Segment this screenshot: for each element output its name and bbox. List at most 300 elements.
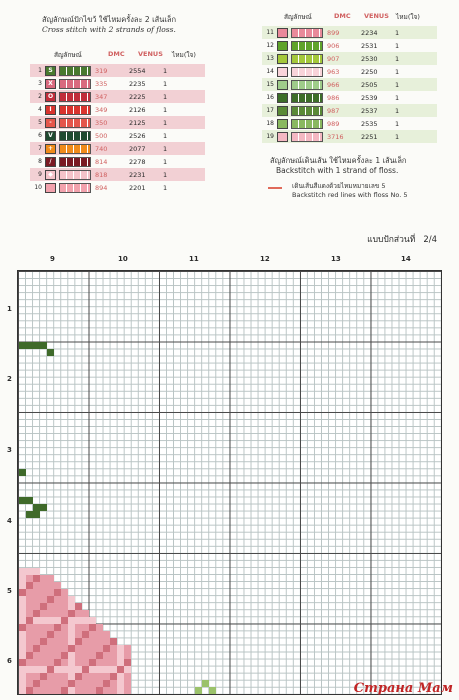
- backstitch-en: Backstitch with 1 strand of floss.: [276, 166, 399, 175]
- dmc-code: 814: [95, 157, 108, 166]
- floss-number: 5: [38, 119, 42, 126]
- venus-code: 2251: [361, 132, 378, 141]
- left-legend-title-thai: สัญลักษณ์ปักไขว้ ใช้ไหมครั้งละ 2 เส้นเล็ก: [42, 15, 177, 24]
- stitch-cell: [89, 624, 96, 631]
- stitch-cell: [40, 631, 47, 638]
- floss-symbol: X: [45, 79, 56, 89]
- right-legend-row: [262, 78, 442, 91]
- stitch-cell: [75, 666, 82, 673]
- floss-color-swatch: [291, 93, 323, 103]
- stitch-cell: [47, 638, 54, 645]
- left-header-venus: VENUS: [138, 50, 163, 58]
- stitch-cell: [117, 687, 124, 694]
- strand-count: 1: [163, 79, 168, 88]
- venus-code: 2201: [129, 183, 146, 192]
- stitch-cell: [54, 638, 61, 645]
- stitch-cell: [89, 680, 96, 687]
- stitch-cell: [54, 687, 61, 694]
- stitch-cell: [33, 575, 40, 582]
- floss-color-swatch: [59, 183, 91, 193]
- stitch-cell: [89, 666, 96, 673]
- floss-color-swatch: [59, 157, 91, 167]
- floss-number: 6: [38, 132, 42, 139]
- stitch-cell: [19, 680, 26, 687]
- right-legend-row: [262, 26, 442, 39]
- stitch-cell: [47, 596, 54, 603]
- stitch-cell: [40, 687, 47, 694]
- stitch-cell: [40, 596, 47, 603]
- left-legend-row: [30, 103, 210, 116]
- stitch-cell: [19, 673, 26, 680]
- right-legend-row: [262, 65, 442, 78]
- stitch-cell: [26, 603, 33, 610]
- left-legend-row: [30, 129, 210, 142]
- floss-symbol: +: [45, 144, 56, 154]
- stitch-cell: [110, 687, 117, 694]
- stitch-cell: [117, 659, 124, 666]
- floss-symbol: [277, 132, 288, 142]
- stitch-cell: [68, 652, 75, 659]
- stitch-cell: [68, 638, 75, 645]
- stitch-cell: [110, 638, 117, 645]
- stitch-cell: [89, 652, 96, 659]
- stitch-cell: [19, 497, 26, 504]
- stitch-cell: [117, 666, 124, 673]
- stitch-cell: [82, 638, 89, 645]
- stitch-cell: [68, 659, 75, 666]
- stitch-cell: [33, 610, 40, 617]
- right-legend-row: [262, 104, 442, 117]
- stitch-cell: [96, 659, 103, 666]
- left-legend-row: [30, 142, 210, 155]
- strand-count: 1: [395, 54, 400, 63]
- stitch-cell: [110, 659, 117, 666]
- dmc-code: 347: [95, 92, 108, 101]
- floss-color-swatch: [59, 170, 91, 180]
- floss-number: 18: [266, 120, 274, 127]
- stitch-cell: [26, 596, 33, 603]
- left-legend-title-en: Cross stitch with 2 strands of floss.: [42, 25, 176, 34]
- stitch-cell: [33, 568, 40, 575]
- strand-count: 1: [395, 67, 400, 76]
- floss-symbol: /: [45, 157, 56, 167]
- strand-count: 1: [163, 157, 168, 166]
- stitch-cell: [103, 645, 110, 652]
- section-title-label: แบบปักส่วนที่: [367, 235, 416, 245]
- stitch-cell: [103, 659, 110, 666]
- left-legend-row: [30, 90, 210, 103]
- col-label-9: 9: [50, 255, 55, 263]
- stitch-cell: [61, 603, 68, 610]
- row-label-6: 6: [7, 657, 12, 665]
- stitch-cell: [54, 582, 61, 589]
- stitch-cell: [209, 687, 216, 694]
- stitch-cell: [61, 610, 68, 617]
- stitch-cell: [82, 666, 89, 673]
- floss-number: 14: [266, 68, 274, 75]
- stitch-cell: [26, 511, 33, 518]
- row-label-1: 1: [7, 305, 12, 313]
- stitch-cell: [124, 645, 131, 652]
- stitch-cell: [202, 680, 209, 687]
- left-legend-row: [30, 181, 210, 194]
- dmc-code: 500: [95, 131, 108, 140]
- stitch-cell: [33, 582, 40, 589]
- stitch-cell: [33, 680, 40, 687]
- stitch-cell: [110, 680, 117, 687]
- stitch-cell: [40, 342, 47, 349]
- stitch-cell: [82, 631, 89, 638]
- stitch-cell: [19, 589, 26, 596]
- stitch-cell: [26, 497, 33, 504]
- stitch-cell: [89, 631, 96, 638]
- stitch-cell: [61, 652, 68, 659]
- floss-symbol: ◆: [45, 170, 56, 180]
- stitch-cell: [26, 687, 33, 694]
- floss-color-swatch: [291, 67, 323, 77]
- stitch-cell: [96, 645, 103, 652]
- stitch-cell: [19, 603, 26, 610]
- floss-symbol: [277, 54, 288, 64]
- stitch-cell: [61, 687, 68, 694]
- red-lines-en: Backstitch red lines with floss No. 5: [292, 191, 408, 199]
- strand-count: 1: [395, 41, 400, 50]
- left-header-symbol: สัญลักษณ์: [54, 51, 82, 59]
- stitch-cell: [68, 673, 75, 680]
- strand-count: 1: [163, 105, 168, 114]
- stitch-cell: [40, 666, 47, 673]
- floss-number: 15: [266, 81, 274, 88]
- venus-code: 2526: [129, 131, 146, 140]
- floss-color-swatch: [59, 92, 91, 102]
- floss-color-swatch: [59, 118, 91, 128]
- stitch-cell: [26, 582, 33, 589]
- venus-code: 2234: [361, 28, 378, 37]
- stitch-cell: [54, 652, 61, 659]
- cross-stitch-chart-grid: [17, 270, 442, 695]
- red-lines-thai: เดินเส้นสีแดงด้วยไหมหมายเลข 5: [292, 182, 386, 190]
- dmc-code: 335: [95, 79, 108, 88]
- stitch-cell: [40, 624, 47, 631]
- stitch-cell: [33, 596, 40, 603]
- dmc-code: 899: [327, 28, 340, 37]
- stitch-cell: [68, 596, 75, 603]
- stitch-cell: [61, 680, 68, 687]
- stitch-cell: [40, 645, 47, 652]
- stitch-cell: [54, 589, 61, 596]
- stitch-cell: [103, 680, 110, 687]
- stitch-cell: [19, 659, 26, 666]
- stitch-cell: [54, 617, 61, 624]
- stitch-cell: [124, 673, 131, 680]
- stitch-cell: [33, 666, 40, 673]
- floss-color-swatch: [291, 41, 323, 51]
- stitch-cell: [96, 687, 103, 694]
- stitch-cell: [33, 673, 40, 680]
- floss-symbol: [277, 41, 288, 51]
- stitch-cell: [47, 631, 54, 638]
- floss-symbol: -: [45, 118, 56, 128]
- strand-count: 1: [395, 28, 400, 37]
- left-legend: [30, 50, 210, 190]
- row-label-2: 2: [7, 375, 12, 383]
- right-header-strands: ไหม(ใจ): [396, 13, 420, 21]
- stitch-cell: [124, 659, 131, 666]
- dmc-code: 319: [95, 66, 108, 75]
- stitch-cell: [82, 610, 89, 617]
- stitch-cell: [40, 575, 47, 582]
- section-page: 2/4: [423, 235, 437, 245]
- stitch-cell: [33, 504, 40, 511]
- venus-code: 2077: [129, 144, 146, 153]
- stitch-cell: [110, 666, 117, 673]
- floss-number: 19: [266, 133, 274, 140]
- stitch-cell: [124, 680, 131, 687]
- right-header-venus: VENUS: [364, 12, 389, 20]
- left-legend-row: [30, 155, 210, 168]
- right-header-dmc: DMC: [334, 12, 351, 20]
- floss-color-swatch: [59, 105, 91, 115]
- stitch-cell: [47, 610, 54, 617]
- stitch-cell: [75, 638, 82, 645]
- stitch-cell: [19, 582, 26, 589]
- stitch-cell: [82, 673, 89, 680]
- floss-color-swatch: [291, 80, 323, 90]
- dmc-code: 350: [95, 118, 108, 127]
- stitch-cell: [61, 631, 68, 638]
- floss-symbol: [277, 80, 288, 90]
- venus-code: 2537: [361, 106, 378, 115]
- stitch-cell: [19, 652, 26, 659]
- floss-color-swatch: [291, 28, 323, 38]
- right-legend-row: [262, 117, 442, 130]
- stitch-cell: [19, 624, 26, 631]
- dmc-code: 963: [327, 67, 340, 76]
- stitch-cell: [110, 645, 117, 652]
- stitch-cell: [103, 652, 110, 659]
- stitch-cell: [82, 617, 89, 624]
- stitch-cell: [75, 610, 82, 617]
- stitch-cell: [26, 624, 33, 631]
- floss-number: 10: [34, 184, 42, 191]
- stitch-cell: [19, 666, 26, 673]
- stitch-cell: [75, 659, 82, 666]
- floss-symbol: [45, 183, 56, 193]
- stitch-cell: [75, 687, 82, 694]
- stitch-cell: [47, 687, 54, 694]
- stitch-cell: [96, 638, 103, 645]
- stitch-cell: [26, 652, 33, 659]
- stitch-cell: [19, 610, 26, 617]
- stitch-cell: [68, 680, 75, 687]
- floss-color-swatch: [59, 131, 91, 141]
- dmc-code: 907: [327, 54, 340, 63]
- section-title: [367, 232, 437, 246]
- stitch-cell: [33, 659, 40, 666]
- stitch-cell: [75, 631, 82, 638]
- stitch-cell: [40, 610, 47, 617]
- floss-color-swatch: [291, 106, 323, 116]
- floss-symbol: [277, 67, 288, 77]
- venus-code: 2535: [361, 119, 378, 128]
- stitch-cell: [124, 687, 131, 694]
- right-legend-row: [262, 52, 442, 65]
- stitch-cell: [75, 645, 82, 652]
- stitch-cell: [103, 666, 110, 673]
- stitch-cell: [89, 617, 96, 624]
- stitch-cell: [68, 617, 75, 624]
- row-label-3: 3: [7, 446, 12, 454]
- stitch-cell: [110, 673, 117, 680]
- floss-number: 8: [38, 158, 42, 165]
- stitch-cell: [47, 680, 54, 687]
- stitch-cell: [61, 624, 68, 631]
- floss-number: 4: [38, 106, 42, 113]
- venus-code: 2235: [129, 79, 146, 88]
- red-backstitch-line-sample: [268, 187, 282, 189]
- left-legend-row: [30, 77, 210, 90]
- stitch-cell: [33, 645, 40, 652]
- stitch-cell: [40, 617, 47, 624]
- floss-color-swatch: [291, 54, 323, 64]
- stitch-cell: [33, 589, 40, 596]
- stitch-cell: [117, 645, 124, 652]
- stitch-cell: [40, 603, 47, 610]
- stitch-cell: [47, 575, 54, 582]
- stitch-cell: [61, 666, 68, 673]
- stitch-cell: [82, 652, 89, 659]
- stitch-cell: [19, 687, 26, 694]
- stitch-cell: [47, 673, 54, 680]
- stitch-cell: [82, 624, 89, 631]
- floss-number: 7: [38, 145, 42, 152]
- floss-symbol: [277, 106, 288, 116]
- stitch-cell: [26, 638, 33, 645]
- stitch-cell: [117, 680, 124, 687]
- strand-count: 1: [163, 118, 168, 127]
- stitch-cell: [19, 645, 26, 652]
- stitch-cell: [96, 680, 103, 687]
- stitch-cell: [19, 342, 26, 349]
- stitch-cell: [89, 673, 96, 680]
- strand-count: 1: [163, 170, 168, 179]
- stitch-cell: [96, 673, 103, 680]
- stitch-cell: [47, 589, 54, 596]
- stitch-cell: [75, 652, 82, 659]
- stitch-cell: [124, 666, 131, 673]
- stitch-cell: [103, 631, 110, 638]
- venus-code: 2554: [129, 66, 146, 75]
- stitch-cell: [33, 511, 40, 518]
- stitch-cell: [33, 631, 40, 638]
- strand-count: 1: [395, 132, 400, 141]
- stitch-cell: [40, 659, 47, 666]
- stitch-cell: [54, 631, 61, 638]
- floss-symbol: S: [45, 66, 56, 76]
- stitch-cell: [40, 504, 47, 511]
- stitch-cell: [40, 638, 47, 645]
- stitch-cell: [26, 631, 33, 638]
- strand-count: 1: [163, 92, 168, 101]
- venus-code: 2225: [129, 92, 146, 101]
- stitch-cell: [54, 624, 61, 631]
- stitch-cell: [54, 603, 61, 610]
- left-header-strands: ไหม(ใจ): [172, 51, 196, 59]
- stitch-cell: [89, 659, 96, 666]
- stitch-cell: [103, 673, 110, 680]
- stitch-cell: [26, 589, 33, 596]
- stitch-cell: [47, 666, 54, 673]
- floss-color-swatch: [59, 79, 91, 89]
- stitch-cell: [68, 645, 75, 652]
- stitch-cell: [19, 617, 26, 624]
- stitch-cell: [82, 659, 89, 666]
- stitch-cell: [33, 687, 40, 694]
- strand-count: 1: [163, 183, 168, 192]
- stitch-cell: [26, 342, 33, 349]
- stitch-cell: [26, 666, 33, 673]
- stitch-cell: [40, 673, 47, 680]
- stitch-cell: [75, 624, 82, 631]
- floss-color-swatch: [59, 66, 91, 76]
- col-label-10: 10: [118, 255, 128, 263]
- stitch-cell: [82, 645, 89, 652]
- col-label-13: 13: [331, 255, 341, 263]
- stitch-cell: [82, 680, 89, 687]
- stitch-cell: [54, 673, 61, 680]
- stitch-cell: [54, 596, 61, 603]
- venus-code: 2539: [361, 93, 378, 102]
- stitch-cell: [68, 631, 75, 638]
- floss-symbol: I: [45, 105, 56, 115]
- col-label-11: 11: [189, 255, 199, 263]
- stitch-cell: [82, 687, 89, 694]
- stitch-cell: [124, 652, 131, 659]
- floss-number: 13: [266, 55, 274, 62]
- stitch-cell: [89, 645, 96, 652]
- stitch-cell: [61, 673, 68, 680]
- stitch-cell: [75, 680, 82, 687]
- row-label-4: 4: [7, 517, 12, 525]
- floss-color-swatch: [291, 119, 323, 129]
- stitch-cell: [54, 666, 61, 673]
- stitch-cell: [19, 596, 26, 603]
- stitch-cell: [68, 610, 75, 617]
- stitch-cell: [26, 673, 33, 680]
- stitch-cell: [103, 638, 110, 645]
- right-legend-row: [262, 91, 442, 104]
- stitch-cell: [96, 631, 103, 638]
- stitch-cell: [75, 617, 82, 624]
- strand-count: 1: [395, 119, 400, 128]
- floss-color-swatch: [59, 144, 91, 154]
- dmc-code: 987: [327, 106, 340, 115]
- strand-count: 1: [163, 131, 168, 140]
- floss-number: 2: [38, 93, 42, 100]
- venus-code: 2125: [129, 118, 146, 127]
- stitch-cell: [61, 589, 68, 596]
- stitch-cell: [26, 575, 33, 582]
- floss-number: 1: [38, 67, 42, 74]
- dmc-code: 740: [95, 144, 108, 153]
- dmc-code: 3716: [327, 132, 344, 141]
- strand-count: 1: [395, 93, 400, 102]
- stitch-cell: [26, 568, 33, 575]
- stitch-cell: [33, 603, 40, 610]
- stitch-cell: [47, 652, 54, 659]
- stitch-cell: [33, 638, 40, 645]
- dmc-code: 986: [327, 93, 340, 102]
